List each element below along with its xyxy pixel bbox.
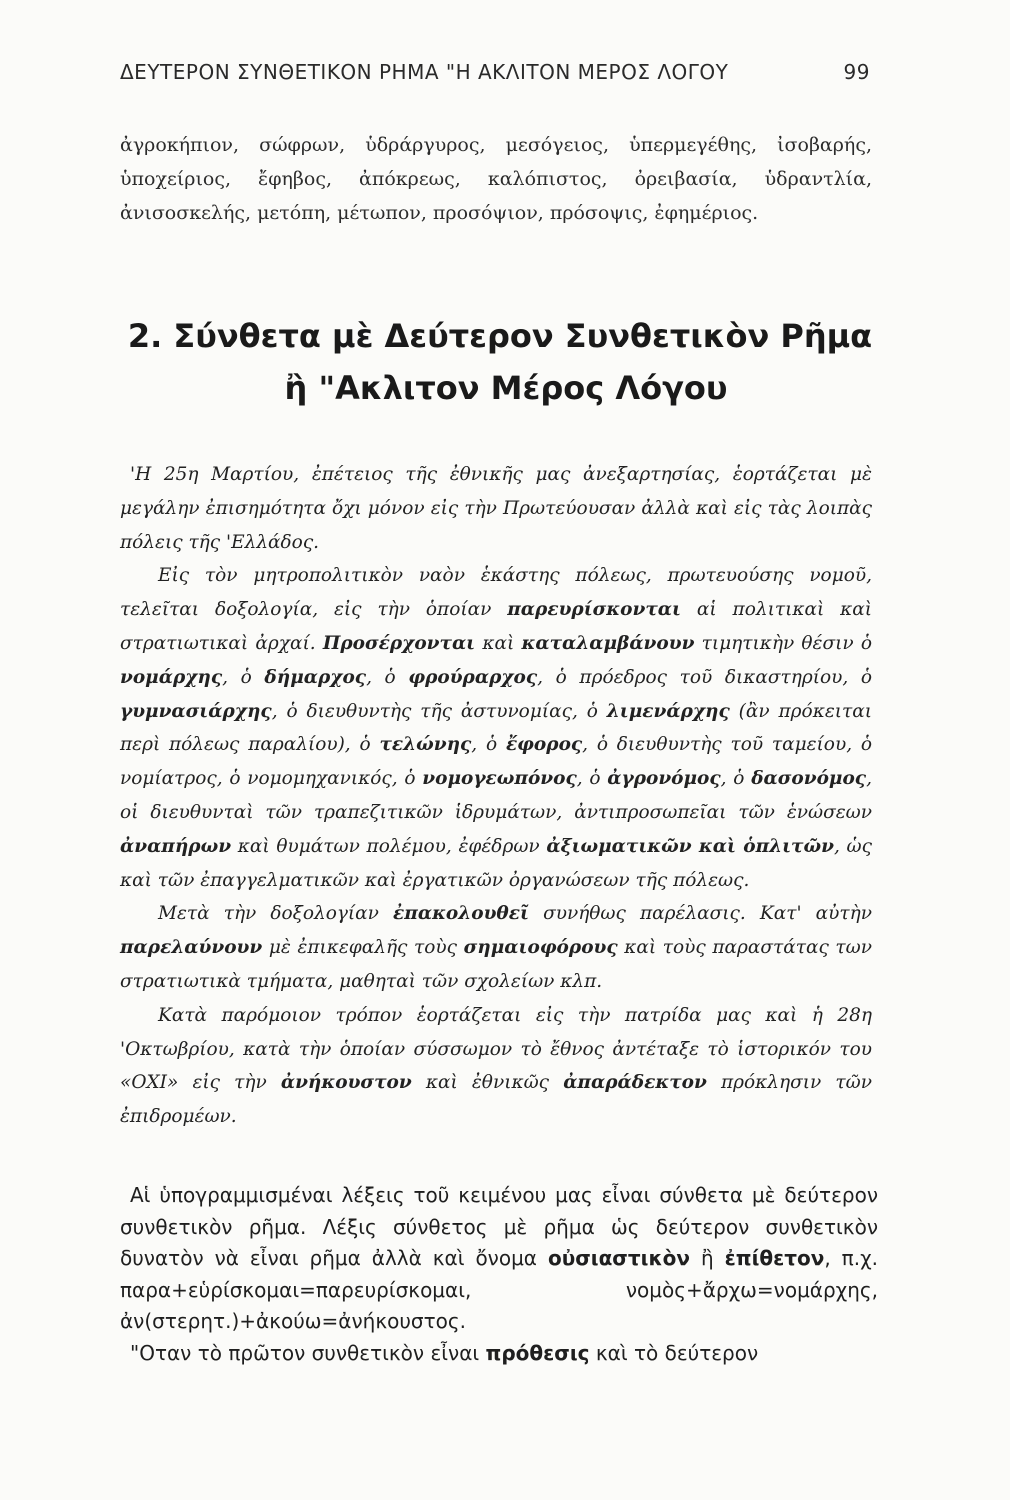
section-heading [100,310,900,414]
text-run: , ὁ [471,734,498,756]
vocabulary-list: ἀγροκήπιον, σώφρων, ὑδράργυρος, μεσόγειος, ὑπερμεγέθης, ἰσοβαρής, ὑποχείριος, ἔφηβος, ἀπόκρεως, καλόπιστος, ὀρειβασία, ὑδραντλία, ἀνισοσκελής, μετόπη, μέτωπον, προσόψιον, πρόσοψις, ἐφημέριος. [120,134,872,224]
bold-term: ἐπακολουθεῖ [393,903,529,925]
page-number: 99 [843,60,870,84]
bold-term: παρελαύνουν [120,937,263,959]
bold-term: δασονόμος [751,768,867,790]
text-run: συνήθως παρέλασις. Κατ' αὐτὴν [543,903,872,925]
bold-term: ἀνήκουστον [280,1072,412,1094]
narrative-paragraph-4 [120,999,872,1134]
text-run: , ὁ πρόεδρος τοῦ δικαστηρίου, ὁ [537,666,872,688]
explanation-text [120,1180,878,1369]
text-run: , ὡς καὶ τῶν ἐπαγγελματικῶν καὶ ἐργατικῶν ὀργανώσεων τῆς πόλεως. [120,835,872,891]
text-run: Αἱ ὑπογραμμισμέναι λέξεις τοῦ κειμένου μας εἶναι σύνθετα μὲ δεύτερον συνθετικὸν ρῆμα. Λέξις σύνθετος μὲ ρῆμα ὡς δεύτερον συνθετικὸν δυνατὸν νὰ εἶναι ρῆμα ἀλλὰ καὶ ὄνομα [120,1183,878,1270]
bold-term: τελώνης [379,734,472,756]
section-heading-line-1: 2. Σύνθετα μὲ Δεύτερον Συνθετικὸν Ρῆμα [127,317,873,355]
section-heading-line-2: ἢ "Ακλιτον Μέρος Λόγου [284,369,728,407]
narrative-paragraph-1 [120,458,872,559]
text-run: 'Η 25η Μαρτίου, ἐπέτειος τῆς ἐθνικῆς μας ἀνεξαρτησίας, ἑορτάζεται μὲ μεγάλην ἐπισημότητα ὄχι μόνον εἰς τὴν Πρωτεύουσαν ἀλλὰ καὶ εἰς τὰς λοιπὰς πόλεις τῆς 'Ελλάδος. [120,464,872,553]
bold-term: ἀξιωματικῶν καὶ ὁπλιτῶν [546,835,834,857]
bold-term: οὐσιαστικὸν [547,1246,691,1270]
bold-term: καταλαμβάνουν [521,632,695,654]
text-run: πρόκλησιν τῶν ἐπιδρομέων. [120,1072,872,1128]
bold-term: ἀγρονόμος [607,768,721,790]
narrative-paragraph-3 [120,897,872,998]
text-run: , ὁ [366,666,396,688]
text-run: καὶ τὸ δεύτερον [595,1340,759,1365]
bold-term: Προσέρχονται [322,632,476,654]
text-run: ἢ [700,1246,714,1270]
text-run: μὲ ἐπικεφαλῆς τοὺς [268,937,458,959]
text-run: , π.χ. παρα+εὑρίσκομαι=παρευρίσκομαι, νομὸς+ἄρχω=νομάρχης, ἀν(στερητ.)+ἀκούω=ἀνήκουστος. [120,1246,878,1333]
running-title: ΔΕΥΤΕΡΟΝ ΣΥΝΘΕΤΙΚΟΝ ΡΗΜΑ "Η ΑΚΛΙΤΟΝ ΜΕΡΟΣ ΛΟΓΟΥ [120,60,729,84]
text-run: καὶ τοὺς παραστάτας των στρατιωτικὰ τμήματα, μαθηταὶ τῶν σχολείων κλπ. [120,937,872,992]
narrative-text [120,458,872,1134]
bold-term: ἀναπήρων [120,835,232,857]
text-run: , οἱ διευθυνταὶ τῶν τραπεζιτικῶν ἱδρυμάτων, ἀντιπροσωπεῖαι τῶν ἑνώσεων [120,768,872,823]
bold-term: παρευρίσκονται [507,599,681,621]
bold-term: φρούραρχος [408,666,538,688]
narrative-paragraph-2 [120,559,872,897]
text-run: καὶ [482,632,515,654]
text-run: , ὁ [576,768,601,790]
text-run: Εἰς τὸν μητροπολιτικὸν ναὸν ἑκάστης πόλεως, πρωτευούσης νομοῦ, τελεῖται δοξολογία, εἰς τὴν ὁποίαν [120,565,872,621]
text-run: τιμητικὴν θέσιν ὁ [701,632,872,654]
bold-term: ἔφορος [505,734,583,756]
text-run: καὶ ἐθνικῶς [425,1072,550,1094]
bold-term: πρόθεσις [485,1340,590,1365]
text-run: "Οταν τὸ πρῶτον συνθετικὸν εἶναι [130,1340,480,1365]
text-run: , ὁ διευθυντὴς τοῦ ταμείου, ὁ νομίατρος, ὁ νομομηχανικός, ὁ [120,734,873,790]
text-run: καὶ θυμάτων πολέμου, ἐφέδρων [237,835,540,857]
bold-term: σημαιοφόρους [463,937,618,959]
bold-term: ἀπαράδεκτον [563,1072,707,1094]
bold-term: λιμενάρχης [606,700,730,722]
text-run: , ὁ [720,768,745,790]
text-run: Κατὰ παρόμοιον τρόπον ἑορτάζεται εἰς τὴν πατρίδα μας καὶ ἡ 28η 'Οκτωβρίου, κατὰ τὴν ὁποίαν σύσσωμον τὸ ἔθνος ἀντέταξε τὸ ἱστορικόν του «ΟΧΙ» εἰς τὴν [120,1004,872,1094]
explanation-paragraph-1 [120,1180,878,1338]
text-run: Μετὰ τὴν δοξολογίαν [158,903,379,925]
text-run: αἱ πολιτικαὶ καὶ στρατιωτικαὶ ἀρχαί. [120,599,872,654]
text-run: , ὁ [222,666,252,688]
text-run: (ἂν πρόκειται περὶ πόλεως παραλίου), ὁ [120,700,872,756]
bold-term: ἐπίθετον [724,1246,825,1270]
running-header [120,60,870,84]
bold-term: νομάρχης [120,666,223,688]
bold-term: νομογεωπόνος [422,768,577,790]
bold-term: γυμνασιάρχης [120,700,272,722]
bold-term: δήμαρχος [264,666,367,688]
text-run: , ὁ διευθυντὴς τῆς ἀστυνομίας, ὁ [271,700,598,722]
explanation-paragraph-2 [120,1338,878,1370]
